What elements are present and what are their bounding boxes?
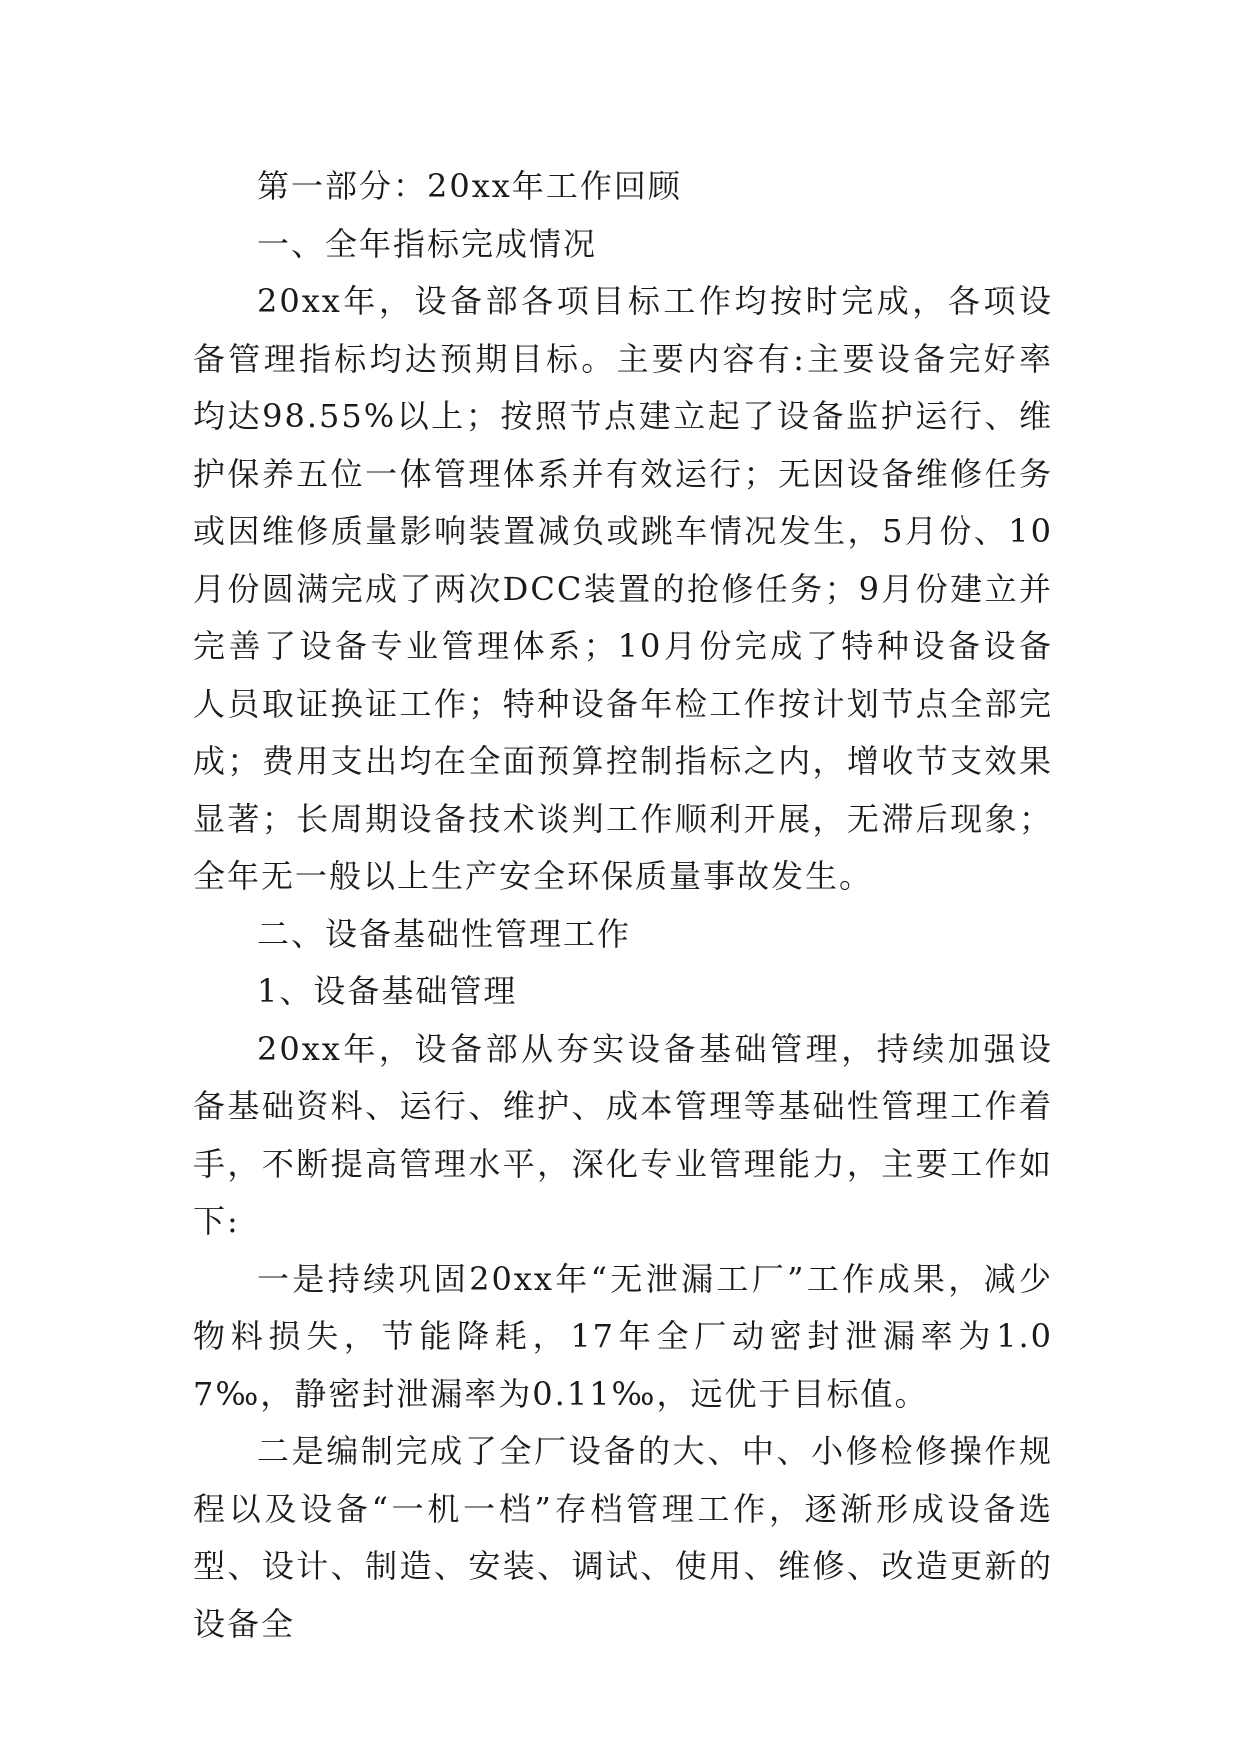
body-paragraph-item-one: 一是持续巩固20xx年“无泄漏工厂”工作成果，减少物料损失，节能降耗，17年全厂动密封泄漏率为1.07‰，静密封泄漏率为0.11‰，远优于目标值。 <box>193 1259 1053 1413</box>
subsection-heading-1: 1、设备基础管理 <box>257 972 518 1010</box>
section-heading-1: 一、全年指标完成情况 <box>257 224 598 263</box>
section-heading-2: 二、设备基础性管理工作 <box>257 914 632 953</box>
body-paragraph-indicators: 20xx年，设备部各项目标工作均按时完成，各项设备管理指标均达预期目标。主要内容有:主要设备完好率均达98.55%以上；按照节点建立起了设备监护运行、维护保养五位一体管理体系并有效运行；无因设备维修任务或因维修质量影响装置减负或跳车情况发生，5月份、10月份圆满完成了两次DCC装置的抢修任务；9月份建立并完善了设备专业管理体系；10月份完成了特种设备设备人员取证换证工作；特种设备年检工作按计划节点全部完成；费用支出均在全面预算控制指标之内，增收节支效果显著；长周期设备技术谈判工作顺利开展，无滞后现象；全年无一般以上生产安全环保质量事故发生。 <box>193 282 1053 895</box>
document-body <box>193 158 1053 1653</box>
part-heading: 第一部分：20xx年工作回顾 <box>257 167 682 205</box>
body-paragraph-item-two: 二是编制完成了全厂设备的大、中、小修检修操作规程以及设备“一机一档”存档管理工作，逐渐形成设备选型、设计、制造、安装、调试、使用、维修、改造更新的设备全 <box>193 1432 1053 1643</box>
body-paragraph-basic-management: 20xx年，设备部从夯实设备基础管理，持续加强设备基础资料、运行、维护、成本管理等基础性管理工作着手，不断提高管理水平，深化专业管理能力，主要工作如下: <box>193 1029 1053 1240</box>
